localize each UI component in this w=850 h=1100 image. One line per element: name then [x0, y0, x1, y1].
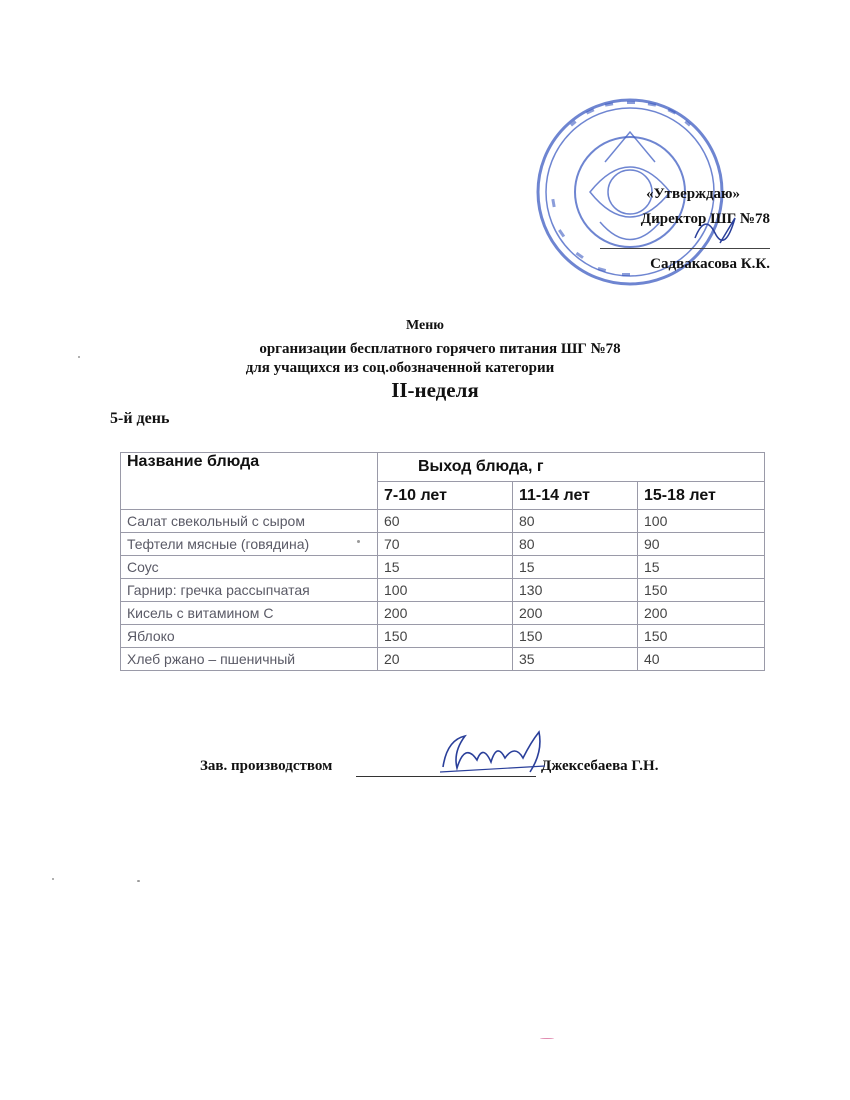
- document-audience: для учащихся из соц.обозначенной категории: [245, 360, 555, 376]
- dish-name: Хлеб ржано – пшеничный: [121, 648, 378, 671]
- scan-speck: [78, 356, 80, 358]
- day-label: 5-й день: [110, 410, 170, 427]
- dish-name: Кисель с витамином С: [121, 602, 378, 625]
- yield-value: 150: [638, 625, 765, 648]
- dish-name: Гарнир: гречка рассыпчатая: [121, 579, 378, 602]
- scan-speck: [357, 540, 360, 543]
- table-header-row: [121, 453, 765, 482]
- yield-value: 100: [638, 510, 765, 533]
- header-dish-name: Название блюда: [121, 453, 378, 510]
- dish-name: Соус: [121, 556, 378, 579]
- approval-title: «Утверждаю»: [646, 186, 740, 202]
- document-heading: Меню: [405, 318, 444, 333]
- dish-name: Тефтели мясные (говядина): [121, 533, 378, 556]
- production-manager-role: Зав. производством: [200, 758, 333, 774]
- yield-value: 90: [638, 533, 765, 556]
- approval-name: Садвакасова К.К.: [650, 256, 770, 272]
- header-yield: Выход блюда, г: [378, 453, 765, 482]
- yield-value: 150: [513, 625, 638, 648]
- yield-value: 150: [638, 579, 765, 602]
- production-manager-line: [200, 758, 659, 775]
- yield-value: 70: [378, 533, 513, 556]
- yield-value: 20: [378, 648, 513, 671]
- approval-signature-line: [600, 248, 770, 249]
- week-label: II-неделя: [391, 378, 479, 402]
- yield-value: 80: [513, 510, 638, 533]
- header-age-group: 15-18 лет: [638, 482, 765, 510]
- table-row: [121, 625, 765, 648]
- table-row: [121, 533, 765, 556]
- scan-speck: [52, 878, 54, 880]
- production-manager-name: Джексебаева Г.Н.: [541, 758, 659, 774]
- scan-speck: [137, 880, 140, 882]
- menu-table: [120, 452, 765, 671]
- table-row: [121, 556, 765, 579]
- header-age-group: 11-14 лет: [513, 482, 638, 510]
- handwritten-signature: [435, 722, 555, 782]
- director-signature: [690, 208, 750, 248]
- header-age-group: 7-10 лет: [378, 482, 513, 510]
- dish-name: Салат свекольный с сыром: [121, 510, 378, 533]
- table-row: [121, 510, 765, 533]
- document-subtitle: организации бесплатного горячего питания ШГ №78: [259, 341, 621, 357]
- dish-name: Яблоко: [121, 625, 378, 648]
- yield-value: 40: [638, 648, 765, 671]
- yield-value: 200: [513, 602, 638, 625]
- yield-value: 150: [378, 625, 513, 648]
- table-row: [121, 648, 765, 671]
- yield-value: 100: [378, 579, 513, 602]
- yield-value: 80: [513, 533, 638, 556]
- approval-position: Директор ШГ №78: [640, 211, 770, 227]
- yield-value: 15: [638, 556, 765, 579]
- yield-value: 130: [513, 579, 638, 602]
- table-row: [121, 579, 765, 602]
- yield-value: 200: [638, 602, 765, 625]
- yield-value: 35: [513, 648, 638, 671]
- yield-value: 60: [378, 510, 513, 533]
- yield-value: 15: [513, 556, 638, 579]
- table-row: [121, 602, 765, 625]
- scan-speck: [540, 1038, 554, 1039]
- yield-value: 15: [378, 556, 513, 579]
- yield-value: 200: [378, 602, 513, 625]
